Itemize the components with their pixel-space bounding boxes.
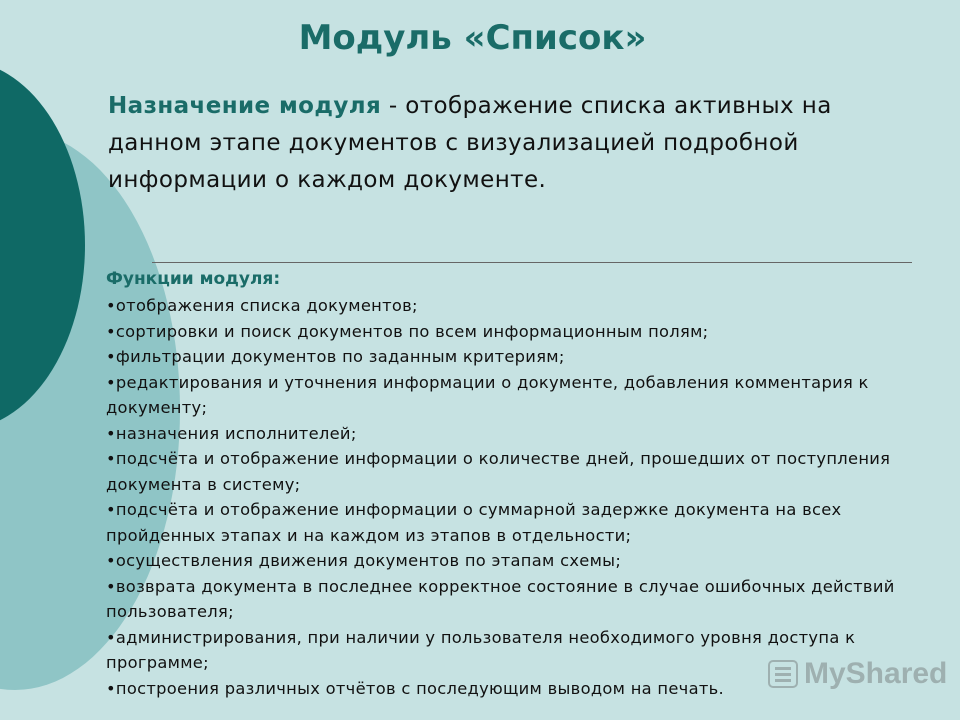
list-item: • построения различных отчётов с последующим выводом на печать. bbox=[106, 676, 936, 702]
functions-heading: Функции модуля: bbox=[106, 269, 281, 289]
list-item: • редактирования и уточнения информации о документе, добавления комментария к документу; bbox=[106, 370, 936, 421]
list-item: • осуществления движения документов по этапам схемы; bbox=[106, 548, 936, 574]
list-item: • подсчёта и отображение информации о количестве дней, прошедших от поступления документа в систему; bbox=[106, 446, 936, 497]
list-item: • отображения списка документов; bbox=[106, 293, 936, 319]
functions-list bbox=[106, 293, 936, 701]
list-item: • возврата документа в последнее корректное состояние в случае ошибочных действий пользователя; bbox=[106, 574, 936, 625]
list-item: • администрирования, при наличии у пользователя необходимого уровня доступа к программе; bbox=[106, 625, 936, 676]
module-purpose bbox=[108, 88, 898, 199]
purpose-label: Назначение модуля bbox=[108, 93, 382, 119]
list-item: • подсчёта и отображение информации о суммарной задержке документа на всех пройденных этапах и на каждом из этапов в отдельности; bbox=[106, 497, 936, 548]
purpose-text: - отображение списка активных на данном этапе документов с визуализацией подробной информации о каждом документе. bbox=[108, 93, 832, 193]
divider-line bbox=[152, 262, 912, 263]
list-item: • сортировки и поиск документов по всем информационным полям; bbox=[106, 319, 936, 345]
list-item: • назначения исполнителей; bbox=[106, 421, 936, 447]
list-item: • фильтрации документов по заданным критериям; bbox=[106, 344, 936, 370]
slide-title: Модуль «Список» bbox=[298, 18, 647, 58]
presentation-icon bbox=[768, 660, 798, 688]
watermark bbox=[768, 656, 947, 692]
watermark-text: MyShared bbox=[804, 657, 948, 690]
functions-section bbox=[106, 266, 936, 701]
